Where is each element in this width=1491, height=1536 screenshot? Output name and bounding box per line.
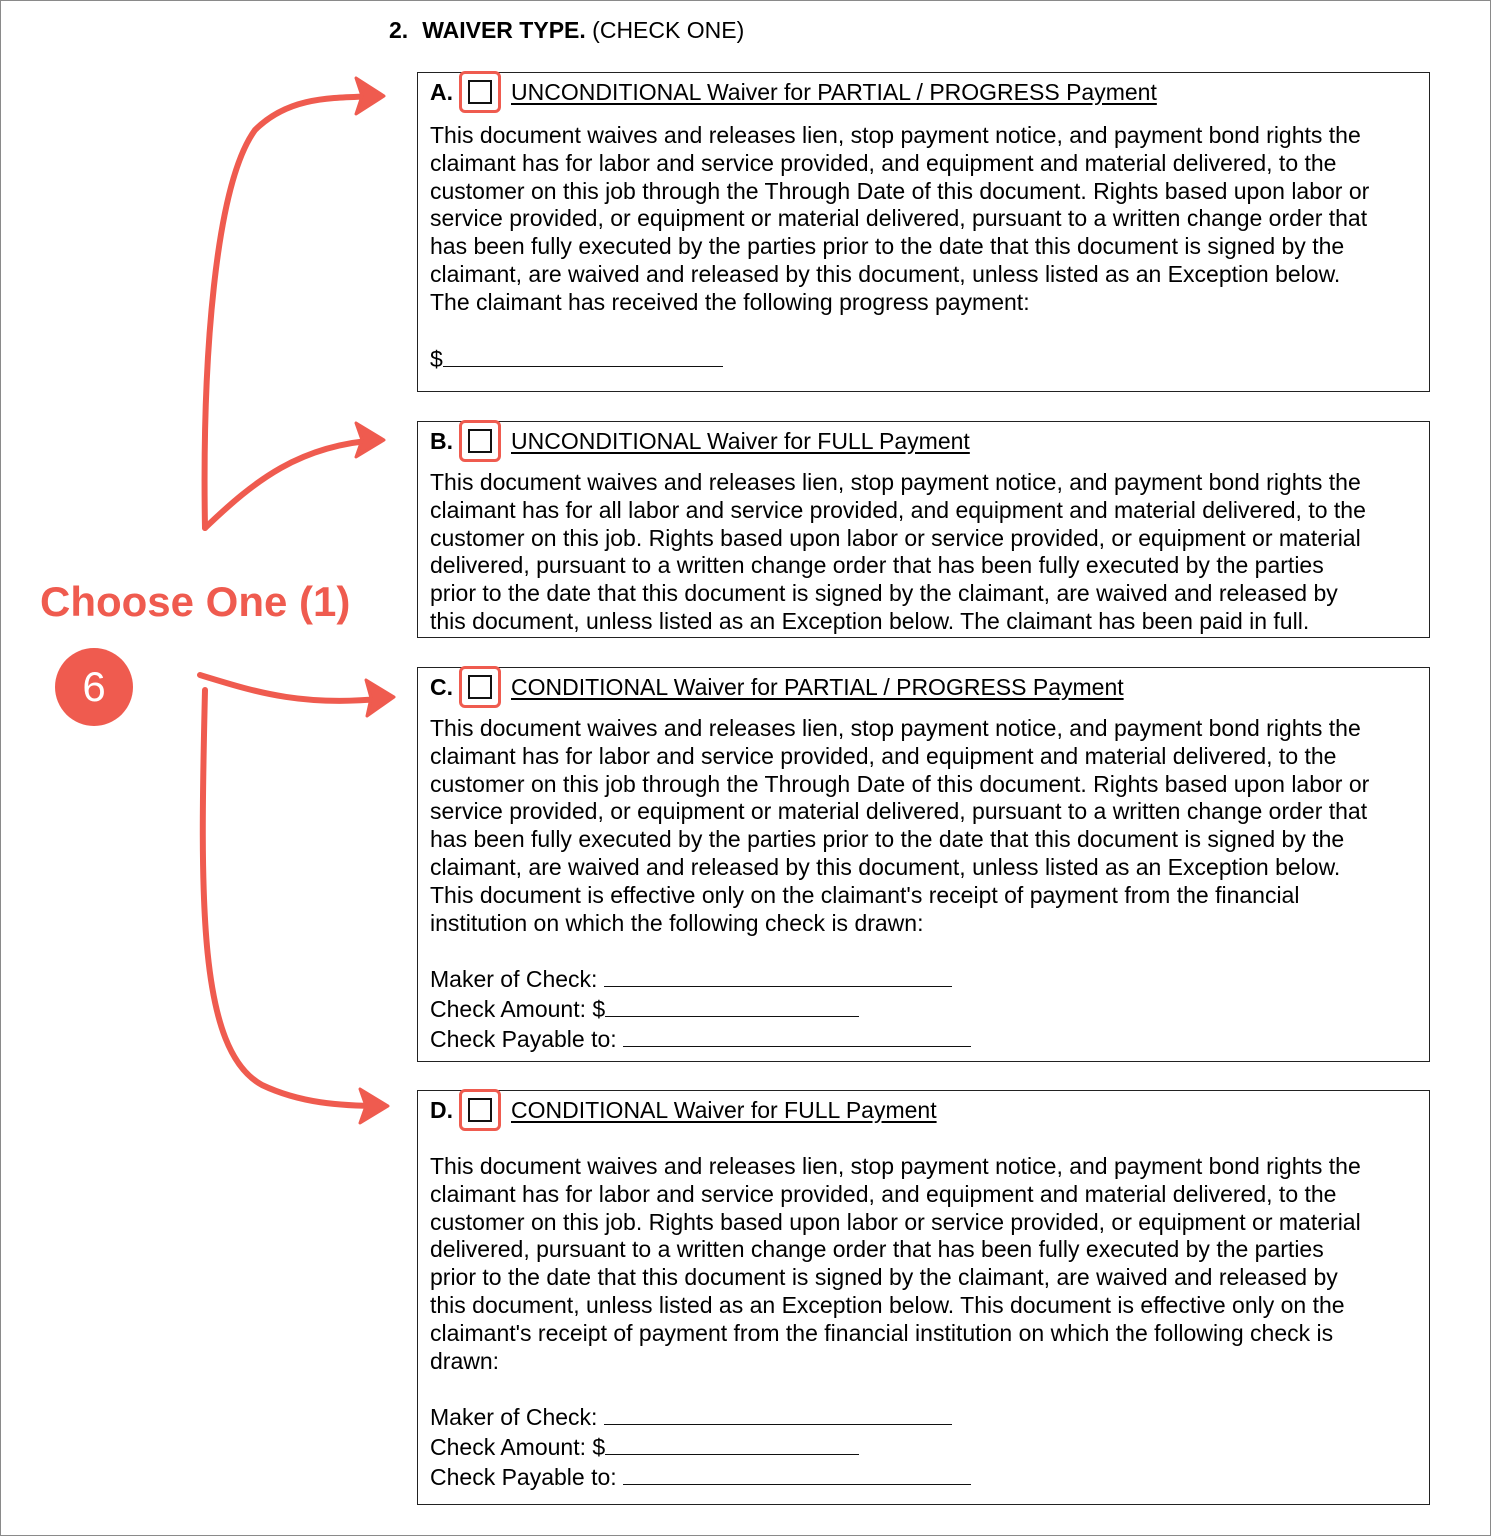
- body-line: This document waives and releases lien, stop payment notice, and payment bond rights the: [430, 469, 1361, 495]
- option-title: UNCONDITIONAL Waiver for FULL Payment: [511, 427, 970, 454]
- field-label: Check Payable to:: [430, 1463, 617, 1490]
- body-line: claimant has for labor and service provided, and equipment and material delivered, to the: [430, 742, 1337, 769]
- body-line: has been fully executed by the parties prior to the date that this document is signed by the: [430, 826, 1345, 853]
- section-title: WAIVER TYPE.: [422, 17, 586, 43]
- body-line: prior to the date that this document is signed by the claimant, are waived and released by: [430, 1264, 1338, 1291]
- body-line: The claimant has received the following progress payment:: [430, 288, 1030, 315]
- body-line: this document, unless listed as an Exception below. This document is effective only on the: [430, 1291, 1345, 1318]
- option-title: UNCONDITIONAL Waiver for PARTIAL / PROGRESS Payment: [511, 78, 1157, 105]
- option-letter: C.: [430, 673, 453, 700]
- body-line: service provided, or equipment or material delivered, pursuant to a written change order that: [430, 205, 1368, 232]
- body-line: claimant's receipt of payment from the financial institution on which the following check is: [430, 1319, 1334, 1346]
- body-line: customer on this job through the Through Date of this document. Rights based upon labor or: [430, 770, 1370, 797]
- option-letter: A.: [430, 78, 453, 105]
- field-label: Check Amount: $: [430, 996, 606, 1023]
- body-line: institution on which the following check is drawn:: [430, 909, 924, 936]
- arrow-to-option-c: [200, 675, 388, 701]
- field-label: Check Amount: $: [430, 1434, 606, 1461]
- body-line: customer on this job. Rights based upon labor or service provided, or equipment or material: [430, 1208, 1361, 1235]
- arrow-to-option-b: [205, 440, 378, 528]
- body-line: this document, unless listed as an Exception below. The claimant has been paid in full.: [430, 607, 1310, 634]
- arrow-to-option-d: [203, 690, 382, 1106]
- option-title: CONDITIONAL Waiver for FULL Payment: [511, 1096, 937, 1123]
- option-letter: B.: [430, 427, 453, 454]
- body-line: delivered, pursuant to a written change order that has been fully executed by the parties: [430, 552, 1324, 579]
- body-line: claimant, are waived and released by this document, unless listed as an Exception below.: [430, 260, 1341, 287]
- body-line: This document waives and releases lien, stop payment notice, and payment bond rights the: [430, 715, 1361, 741]
- body-line: service provided, or equipment or material delivered, pursuant to a written change order that: [430, 798, 1368, 825]
- field-label: $: [430, 345, 443, 372]
- section-number: 2.: [389, 17, 409, 43]
- body-line: claimant has for labor and service provided, and equipment and material delivered, to the: [430, 1180, 1337, 1207]
- body-line: This document waives and releases lien, stop payment notice, and payment bond rights the: [430, 1153, 1361, 1179]
- body-line: customer on this job through the Through Date of this document. Rights based upon labor or: [430, 177, 1370, 204]
- field-label: Maker of Check:: [430, 1404, 598, 1431]
- step-number-badge: 6: [55, 648, 133, 726]
- field-label: Maker of Check:: [430, 966, 598, 993]
- field-label: Check Payable to:: [430, 1025, 617, 1052]
- body-line: drawn:: [430, 1347, 500, 1374]
- body-line: claimant has for labor and service provided, and equipment and material delivered, to the: [430, 149, 1337, 176]
- body-line: claimant, are waived and released by this document, unless listed as an Exception below.: [430, 853, 1341, 880]
- option-letter: D.: [430, 1096, 453, 1123]
- body-line: prior to the date that this document is signed by the claimant, are waived and released by: [430, 580, 1338, 607]
- choose-one-label: Choose One (1): [40, 578, 351, 625]
- body-line: claimant has for all labor and service provided, and equipment and material delivered, to the: [430, 496, 1366, 523]
- body-line: has been fully executed by the parties prior to the date that this document is signed by the: [430, 233, 1345, 260]
- arrowhead-icon: [366, 680, 394, 716]
- body-line: customer on this job. Rights based upon labor or service provided, or equipment or material: [430, 524, 1361, 551]
- option-title: CONDITIONAL Waiver for PARTIAL / PROGRESS Payment: [511, 673, 1124, 700]
- section-note: (CHECK ONE): [592, 17, 745, 43]
- body-line: delivered, pursuant to a written change order that has been fully executed by the parties: [430, 1236, 1324, 1263]
- body-line: This document is effective only on the claimant's receipt of payment from the financial: [430, 881, 1300, 908]
- body-line: This document waives and releases lien, stop payment notice, and payment bond rights the: [430, 122, 1361, 148]
